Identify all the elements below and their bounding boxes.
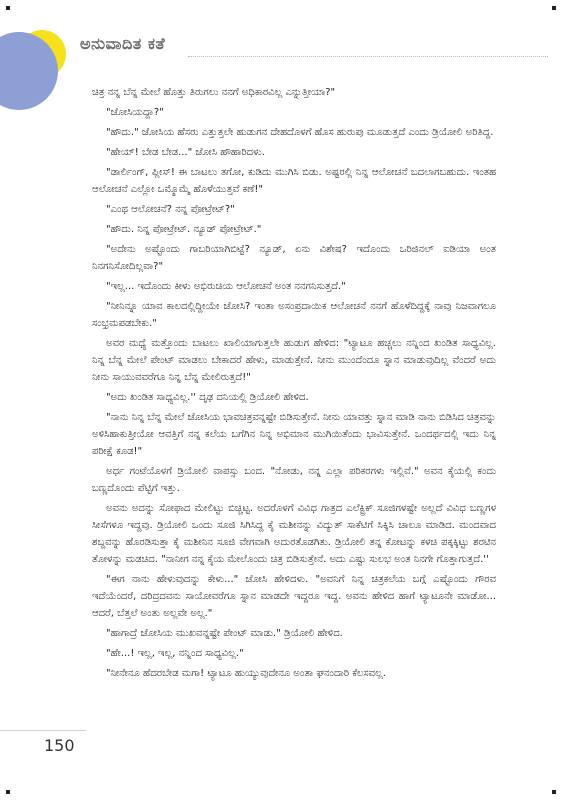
- paragraph: "ಹೇಯ್! ಬೇಡ ಬೇಡ..." ಜೋಸಿ ಹೌಹಾರಿದಳು.: [106, 147, 265, 158]
- crop-mark-bottom-right: [552, 790, 556, 794]
- paragraph: ಅವನು ಅದನ್ನು ಸೋಫಾದ ಮೇಲಿಟ್ಟು ಬಿಚ್ಚಿಟ್ಟ. ಅದರೊಳಗೆ ವಿವಿಧ ಗಾತ್ರದ ಎಲೆಕ್ಟ್ರಿಕ್ ಸೂಜಿಗಳಷ್ಟೇ ಅಲ್ಲದೆ ವಿವಿಧ ಬಣ್ಣಗಳ ಸೀಸೆಗಳೂ ಇದ್ದವು. ಡ್ರಿಯೋಲಿ ಒಂದು ಸೂಜಿ ಸಿಗಿಸಿದ್ದ ಕೈ ಮಶೀನನ್ನು ವಿದ್ಯುತ್ ಸಾಕೆಟಿಗೆ ಸಿಕ್ಕಿಸಿ ಚಾಲೂ ಮಾಡಿದ. ಮಂದವಾದ ಶಬ್ದವನ್ನು ಹೊರಡಿಸುತ್ತಾ ಕೈ ಮಶೀನಿನ ಸೂಜಿ ವೇಗವಾಗಿ ಅದುರತೊಡಗಿತು. ಡ್ರಿಯೋಲಿ ತನ್ನ ಕೋಟನ್ನು ಕಳಚಿ ಪಕ್ಕಕ್ಕಿಟ್ಟು ಶರಟಿನ ತೋಳನ್ನು ಮಡಚಿದ. "ನಾನೀಗ ನನ್ನ ಕೈಯ ಮೇಲೊಂದು ಚಿತ್ರ ಬಿಡಿಸುತ್ತೇನೆ. ಅದು ಎಷ್ಟು ಸುಲಭ ಅಂತ ನಿನಗೇ ಗೊತ್ತಾಗುತ್ತದೆ.'': [92, 503, 496, 565]
- paragraph: "ನೀನೇನೂ ಹೆದರಬೇಡ ಮಗಾ! ಟ್ಯಾಟೂ ಹುಯ್ಯುವುದೇನೂ ಅಂತಾ ಘನಂದಾರಿ ಕೆಲಸವಲ್ಲ.: [106, 668, 386, 679]
- paragraph: ಚಿತ್ರ ನನ್ನ ಬೆನ್ನ ಮೇಲೆ ಹೊತ್ತು ತಿರುಗಲು ನನಗೆ ಅಧಿಕಾರವಿಲ್ಲ ಎನ್ನುತ್ತೀಯಾ?": [92, 87, 336, 98]
- paragraph: "ಹಾಗಾದ್ರೆ ಜೋಸಿಯ ಮುಖವನ್ನಷ್ಟೇ ಪೇಂಟ್ ಮಾಡು." ಡ್ರಿಯೋಲಿ ಹೇಳಿದ.: [106, 628, 343, 639]
- paragraph: "ಅದು ಖಂಡಿತ ಸಾಧ್ಯವಿಲ್ಲ.'' ದೃಢ ದನಿಯಲ್ಲಿ ಡ್ರಿಯೋಲಿ ಹೇಳಿದ.: [106, 392, 309, 403]
- paragraph: "ಡಾರ್ಲಿಂಗ್, ಪ್ಲೀಸ್! ಈ ಬಾಟಲು ತಗೋ, ಕುಡಿದು ಮುಗಿಸಿ ಬಿಡು. ಅಷ್ಟರಲ್ಲಿ ನಿನ್ನ ಆಲೋಚನೆ ಬದಲಾಗಬಹುದು. ಇಂತಹ ಆಲೋಚನೆ ಎಲ್ಲೋ ಒಮ್ಮೊಮ್ಮೆ ಹೊಳೆಯುತ್ತವೆ ಕಣೆ!": [92, 167, 496, 195]
- paragraph: "ಹೇ...! ಇಲ್ಲ, ಇಲ್ಲ, ನನ್ನಿಂದ ಸಾಧ್ಯವಿಲ್ಲ.": [106, 648, 244, 659]
- paragraph: "ನಾನು ನಿನ್ನ ಬೆನ್ನ ಮೇಲೆ ಜೋಸಿಯ ಭಾವಚಿತ್ರವನ್ನಷ್ಟೇ ಬಿಡಿಸುತ್ತೇನೆ. ನೀನು ಯಾವತ್ತು ಸ್ನಾನ ಮಾಡಿ ನಾನು ಬಿಡಿಸಿದ ಚಿತ್ರವನ್ನು ಅಳಿಸಿಹಾಕುತ್ತೀಯೋ ಆವತ್ತಿಗೆ ನನ್ನ ಕಲೆಯ ಬಗೆಗಿನ ನಿನ್ನ ಅಭಿಮಾನ ಮುಗಿಯಿತೆಂದು ಭಾವಿಸುತ್ತೇನೆ. ಒಂದರ್ಥದಲ್ಲಿ ಇದು ನಿನ್ನ ಪರೀಕ್ಷೆ ಕೂಡ!": [92, 412, 496, 457]
- paragraph: "ಈಗ ನಾನು ಹೇಳುವುದನ್ನು ಕೇಳು..." ಜೋಸಿ ಹೇಳಿದಳು. "ಅವನಿಗೆ ನಿನ್ನ ಚಿತ್ರಕಲೆಯ ಬಗ್ಗೆ ಎಷ್ಟೊಂದು ಗೌರವ ಇದೆಯೆಂದರೆ, ದರಿದ್ರದವನು ಸಾಯೋವರೆಗೂ ಸ್ನಾನ ಮಾಡದೇ ಇದ್ದರೂ ಇದ್ದ. ಅವನು ಹೇಳಿದ ಹಾಗೆ ಟ್ಯಾಟೂನೇ ಮಾಡೋ... ಆದರೆ, ಬೆತ್ತಲೆ ಅಂತು ಅಲ್ಲವೇ ಅಲ್ಲ.": [92, 574, 496, 619]
- page-number: 150: [44, 736, 75, 755]
- crop-mark-top-left: [6, 6, 10, 10]
- footer-rule: [0, 730, 86, 731]
- paragraph: "ಇಲ್ಲ... ಇದೊಂದು ಕೀಳು ಅಭಿರುಚಿಯ ಆಲೋಚನೆ ಅಂತ ನನಗನಿಸುತ್ತದೆ.": [106, 281, 346, 292]
- paragraph: "ಎಂಥ ಆಲೋಚನೆ? ನನ್ನ ಪೋಟ್ರೇಟ್?": [106, 204, 235, 215]
- story-body: [92, 84, 496, 685]
- crop-mark-top-right: [552, 6, 556, 10]
- paragraph: "ಜೋಸಿಯದ್ದಾ?": [106, 107, 164, 118]
- paragraph: ಅರ್ಧ ಗಂಟೆಯೊಳಗೆ ಡ್ರಿಯೋಲಿ ವಾಪಸ್ಸು ಬಂದ. "ನೋಡು, ನನ್ನ ಎಲ್ಲಾ ಪರಿಕರಗಳು ಇಲ್ಲಿವೆ." ಅವನ ಕೈಯಲ್ಲಿ ಕಂದು ಬಣ್ಣದೊಂದು ಪೆಟ್ಟಿಗೆ ಇತ್ತು.: [92, 466, 496, 494]
- section-title: ಅನುವಾದಿತ ಕತೆ: [80, 34, 166, 53]
- paragraph: "ಹೌದು." ಜೋಸಿಯ ಹೆಸರು ಎತ್ತುತ್ತಲೇ ಹುಡುಗನ ದೇಹದೊಳಗೆ ಹೊಸ ಹುರುಪು ಮೂಡುತ್ತದೆ ಎಂದು ಡ್ರಿಯೋಲಿ ಅರಿತಿದ್ದ.: [106, 127, 494, 138]
- paragraph: "ಅದೇನು ಅಷ್ಟೊಂದು ಗಾಬರಿಯಾಗಿಬಿಟ್ಟೆ? ನ್ಯೂಡ್, ಏನು ವಿಶೇಷ? ಇದೊಂದು ಒರಿಜಿನಲ್ ಐಡಿಯಾ ಅಂತ ನಿನಗನಿಸೋದಿಲ್ಲವಾ?": [92, 244, 496, 272]
- paragraph: ಅವರ ಮಧ್ಯೆ ಮತ್ತೊಂದು ಬಾಟಲು ಖಾಲಿಯಾಗುತ್ತಲೇ ಹುಡುಗ ಹೇಳಿದ: "ಟ್ಯಾಟೂ ಹಚ್ಚಲು ನನ್ನಿಂದ ಖಂಡಿತ ಸಾಧ್ಯವಿಲ್ಲ. ನಿನ್ನ ಬೆನ್ನ ಮೇಲೆ ಪೇಂಟ್ ಮಾಡಲು ಬೇಕಾದರೆ ಹೇಳು, ಮಾಡುತ್ತೇನೆ. ನೀನು ಮುಂದೆಂದೂ ಸ್ನಾನ ಮಾಡುವುದಿಲ್ಲ ವೆಂದರೆ ಅದು ನೀನು ಸಾಯುವವರೆಗೂ ನಿನ್ನ ಬೆನ್ನ ಮೇಲಿರುತ್ತದೆ!": [92, 338, 496, 383]
- paragraph: "ನೀನಿನ್ನೂ ಯಾವ ಕಾಲದಲ್ಲಿದ್ದೀಯೇ ಜೋಸಿ? ಇಂತಾ ಅಸಂಪ್ರದಾಯಿಕ ಆಲೋಚನೆ ನನಗೆ ಹೊಳೆದಿದ್ದಕ್ಕೆ ನಾವು ನಿಜವಾಗಲೂ ಸಂಭ್ರಮಪಡಬೇಕು.": [92, 301, 496, 329]
- paragraph: "ಹೌದು. ನಿನ್ನ ಪೋಟ್ರೇಟ್. ನ್ಯೂಡ್ ಪೋಟ್ರೇಟ್.": [106, 224, 262, 235]
- header-dotted-rule: [188, 56, 548, 57]
- crop-mark-bottom-left: [6, 790, 10, 794]
